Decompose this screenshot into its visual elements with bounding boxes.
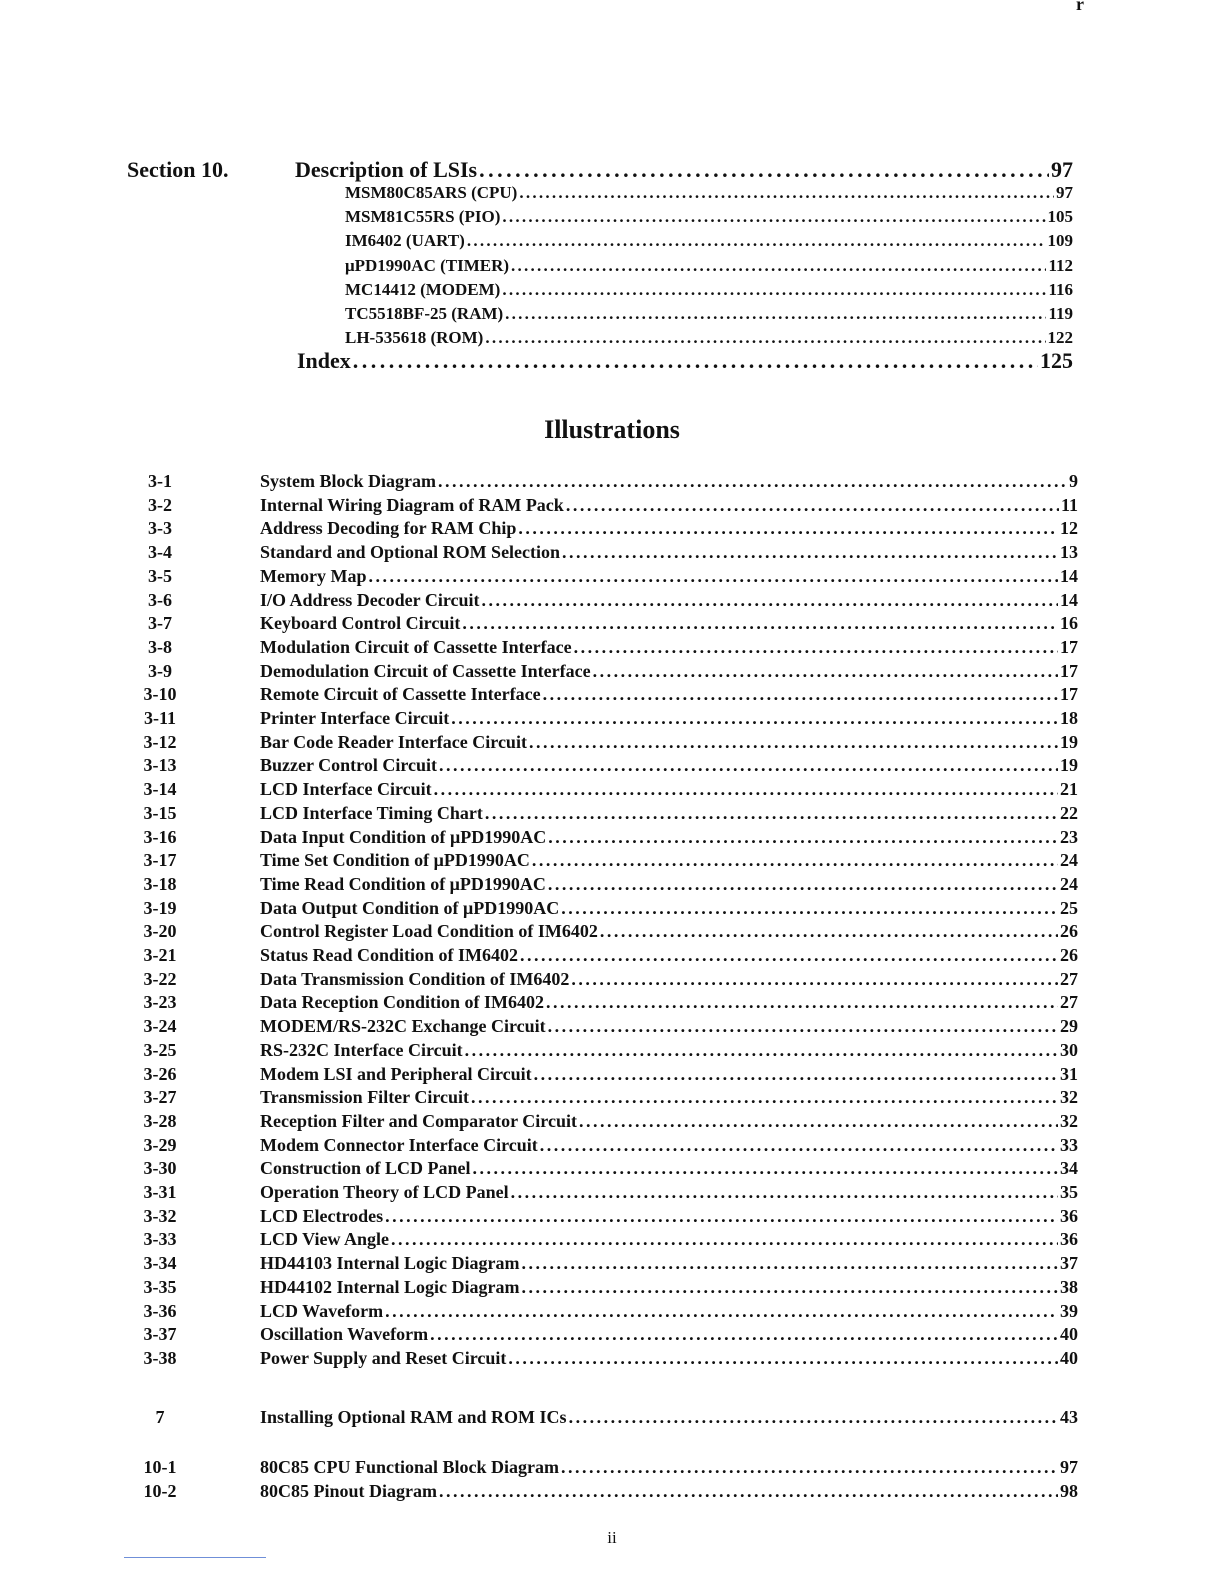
toc-title: Index	[297, 348, 351, 373]
figure-entry	[260, 850, 1078, 871]
toc-subentry	[345, 328, 1073, 348]
figure-entry	[260, 827, 1078, 848]
figure-page: 34	[1060, 1158, 1078, 1179]
toc-subentry-title: IM6402 (UART)	[345, 231, 465, 251]
figure-number: 3-23	[143, 992, 177, 1013]
figure-title: Data Transmission Condition of IM6402	[260, 968, 570, 989]
figure-entry	[260, 661, 1078, 682]
dot-leader	[502, 207, 1045, 227]
figure-title: Oscillation Waveform	[260, 1324, 429, 1345]
figure-entry	[260, 1481, 1078, 1502]
figure-entry	[260, 1040, 1078, 1061]
figure-title: Modulation Circuit of Cassette Interface	[260, 636, 572, 657]
figure-page: 40	[1060, 1324, 1078, 1345]
figure-number: 3-17	[143, 850, 177, 871]
figure-number: 3-16	[143, 826, 177, 847]
figure-entry	[260, 1111, 1078, 1132]
figure-title: Construction of LCD Panel	[260, 1158, 471, 1179]
figure-title: HD44102 Internal Logic Diagram	[260, 1276, 520, 1297]
figure-page: 16	[1060, 613, 1078, 634]
toc-page: 97	[1051, 157, 1073, 182]
dot-leader	[548, 1016, 1058, 1037]
figure-number: 7	[155, 1407, 165, 1427]
figure-page: 98	[1060, 1481, 1078, 1501]
dot-leader	[511, 1182, 1058, 1203]
dot-leader	[521, 1253, 1058, 1274]
toc-entry-section-title	[295, 157, 1073, 183]
dot-leader	[546, 992, 1058, 1013]
figure-page: 35	[1060, 1182, 1078, 1202]
figure-title: Bar Code Reader Interface Circuit	[260, 731, 527, 752]
dot-leader	[505, 304, 1046, 324]
corner-mark: r	[1076, 0, 1084, 14]
dot-leader	[430, 1324, 1058, 1345]
figure-page: 27	[1060, 992, 1078, 1013]
figure-entry	[260, 874, 1078, 895]
figure-page: 14	[1060, 565, 1078, 586]
section-label: Section 10.	[127, 157, 229, 182]
figure-page: 36	[1060, 1229, 1078, 1250]
toc-subentry	[345, 304, 1073, 324]
toc-subentry-title: MSM80C85ARS (CPU)	[345, 183, 518, 202]
figure-number: 3-30	[143, 1158, 177, 1179]
figure-page: 31	[1060, 1063, 1078, 1084]
dot-leader	[479, 157, 1049, 183]
footnote-rule	[124, 1557, 266, 1558]
figure-entry	[260, 1348, 1078, 1369]
figure-page: 36	[1060, 1205, 1078, 1226]
figure-number: 3-33	[143, 1229, 177, 1250]
figure-number: 3-9	[148, 660, 172, 681]
figure-title: System Block Diagram	[260, 471, 436, 491]
dot-leader	[519, 183, 1054, 203]
figure-title: Remote Circuit of Cassette Interface	[260, 684, 541, 705]
toc-subentry-page: 116	[1048, 279, 1073, 299]
dot-leader	[534, 1064, 1058, 1085]
figure-page: 19	[1060, 731, 1078, 752]
figure-entry	[260, 803, 1078, 824]
figure-page: 33	[1060, 1134, 1078, 1155]
figure-number: 3-38	[143, 1347, 177, 1368]
figure-entry	[260, 1135, 1078, 1156]
dot-leader	[529, 732, 1058, 753]
illustrations-heading: Illustrations	[544, 415, 680, 444]
figure-number: 3-36	[143, 1300, 177, 1321]
figure-page: 26	[1060, 945, 1078, 965]
dot-leader	[521, 1277, 1058, 1298]
figure-entry	[260, 1158, 1078, 1179]
dot-leader	[482, 590, 1059, 611]
dot-leader	[473, 1158, 1059, 1179]
figure-title: Demodulation Circuit of Cassette Interface	[260, 660, 591, 681]
toc-subentry	[345, 231, 1073, 251]
figure-entry	[260, 590, 1078, 611]
figure-title: LCD View Angle	[260, 1229, 390, 1250]
toc-subentry	[345, 280, 1073, 300]
figure-number: 3-1	[148, 471, 172, 491]
figure-page: 39	[1060, 1300, 1078, 1321]
dot-leader	[465, 1040, 1058, 1061]
dot-leader	[569, 1407, 1058, 1428]
figure-title: HD44103 Internal Logic Diagram	[260, 1253, 520, 1274]
dot-leader	[502, 280, 1046, 300]
figure-number: 3-26	[143, 1063, 177, 1084]
figure-entry	[260, 969, 1078, 990]
figure-number: 3-34	[143, 1253, 177, 1274]
figure-entry	[260, 992, 1078, 1013]
toc-subentry-page: 97	[1056, 183, 1073, 202]
figure-title: MODEM/RS-232C Exchange Circuit	[260, 1016, 546, 1037]
figure-page: 29	[1060, 1016, 1078, 1037]
figure-title: Time Read Condition of μPD1990AC	[260, 873, 546, 894]
figure-title: Memory Map	[260, 565, 367, 586]
dot-leader	[540, 1135, 1058, 1156]
figure-title: Data Output Condition of μPD1990AC	[260, 897, 560, 918]
figure-title: 80C85 CPU Functional Block Diagram	[260, 1457, 559, 1477]
figure-number: 3-8	[148, 636, 172, 657]
figure-number: 3-4	[148, 542, 172, 563]
toc-title: Description of LSIs	[295, 157, 478, 182]
dot-leader	[391, 1229, 1058, 1250]
figure-number: 3-12	[143, 731, 177, 752]
figure-title: Address Decoding for RAM Chip	[260, 518, 517, 539]
dot-leader	[548, 827, 1058, 848]
figure-entry	[260, 1087, 1078, 1108]
toc-subentry-page: 105	[1047, 207, 1073, 227]
figure-number: 3-11	[143, 708, 176, 728]
figure-page: 24	[1060, 873, 1078, 894]
figure-entry	[260, 921, 1078, 942]
figure-page: 32	[1060, 1087, 1078, 1108]
figure-title: I/O Address Decoder Circuit	[260, 589, 480, 610]
dot-leader	[434, 779, 1058, 800]
dot-leader	[439, 1481, 1058, 1502]
figure-entry	[260, 637, 1078, 658]
figure-page: 18	[1060, 708, 1078, 728]
figure-page: 32	[1060, 1110, 1078, 1131]
figure-title: Data Input Condition of μPD1990AC	[260, 826, 547, 847]
toc-subentry-page: 112	[1048, 255, 1073, 275]
dot-leader	[385, 1206, 1058, 1227]
figure-entry	[260, 779, 1078, 800]
figure-page: 17	[1060, 636, 1078, 657]
figure-entry	[260, 566, 1078, 587]
figure-title: Data Reception Condition of IM6402	[260, 992, 544, 1013]
dot-leader	[368, 566, 1058, 587]
figure-title: Modem LSI and Peripheral Circuit	[260, 1063, 532, 1084]
figure-number: 3-28	[143, 1110, 177, 1131]
figure-entry	[260, 1016, 1078, 1037]
dot-leader	[353, 348, 1038, 374]
figure-page: 30	[1060, 1039, 1078, 1060]
dot-leader	[548, 874, 1058, 895]
figure-page: 12	[1060, 518, 1078, 539]
figure-page: 24	[1060, 850, 1078, 871]
dot-leader	[520, 945, 1058, 966]
figure-entry	[260, 1206, 1078, 1227]
dot-leader	[385, 1301, 1058, 1322]
dot-leader	[511, 256, 1046, 276]
figure-number: 3-22	[143, 968, 177, 989]
dot-leader	[471, 1087, 1058, 1108]
figure-number: 3-19	[143, 897, 177, 918]
figure-number: 10-1	[143, 1457, 177, 1477]
figure-page: 43	[1060, 1407, 1078, 1427]
figure-number: 3-27	[143, 1087, 177, 1108]
toc-subentry-title: TC5518BF-25 (RAM)	[345, 304, 504, 323]
figure-title: Operation Theory of LCD Panel	[260, 1182, 509, 1202]
figure-title: Power Supply and Reset Circuit	[260, 1347, 507, 1368]
toc-subentry	[345, 256, 1073, 276]
toc-subentry-page: 122	[1047, 328, 1073, 348]
dot-leader	[451, 708, 1058, 729]
figure-title: Time Set Condition of μPD1990AC	[260, 850, 530, 871]
figure-number: 10-2	[143, 1481, 177, 1501]
figure-entry	[260, 542, 1078, 563]
figure-page: 17	[1060, 660, 1078, 681]
toc-subentry-title: MC14412 (MODEM)	[345, 279, 501, 299]
figure-number: 3-10	[143, 684, 177, 705]
dot-leader	[438, 471, 1067, 492]
figure-title: RS-232C Interface Circuit	[260, 1039, 463, 1060]
figure-entry	[260, 684, 1078, 705]
figure-entry	[260, 945, 1078, 966]
figure-number: 3-35	[143, 1276, 177, 1297]
toc-page: 125	[1040, 348, 1073, 373]
figure-number: 3-37	[143, 1324, 177, 1345]
figure-title: Buzzer Control Circuit	[260, 755, 437, 776]
figure-title: LCD Interface Circuit	[260, 779, 432, 800]
toc-subentry-page: 119	[1048, 304, 1073, 323]
dot-leader	[462, 613, 1058, 634]
figure-page: 21	[1060, 779, 1078, 800]
dot-leader	[485, 328, 1045, 348]
figure-entry	[260, 732, 1078, 753]
figure-page: 19	[1060, 755, 1078, 776]
figure-number: 3-31	[143, 1182, 177, 1202]
figure-title: Transmission Filter Circuit	[260, 1087, 469, 1108]
figure-title: Standard and Optional ROM Selection	[260, 542, 561, 563]
figure-page: 17	[1060, 684, 1078, 705]
figure-number: 3-25	[143, 1039, 177, 1060]
figure-number: 3-3	[148, 518, 172, 539]
figure-page: 27	[1060, 968, 1078, 989]
figure-page: 26	[1060, 921, 1078, 942]
figure-title: Keyboard Control Circuit	[260, 613, 461, 634]
figure-page: 25	[1060, 897, 1078, 918]
figure-page: 11	[1060, 494, 1078, 515]
toc-subentry	[345, 183, 1073, 203]
figure-page: 40	[1060, 1347, 1078, 1368]
figure-entry	[260, 1182, 1078, 1203]
figure-entry	[260, 1277, 1078, 1298]
figure-title: Installing Optional RAM and ROM ICs	[260, 1407, 567, 1427]
figure-entry	[260, 1301, 1078, 1322]
dot-leader	[574, 637, 1058, 658]
figure-number: 3-32	[143, 1205, 177, 1226]
toc-subentry-page: 109	[1047, 231, 1073, 251]
figure-number: 3-13	[143, 755, 177, 776]
figure-title: Reception Filter and Comparator Circuit	[260, 1110, 577, 1131]
figure-entry	[260, 471, 1078, 492]
toc-entry-index	[297, 348, 1073, 374]
figure-page: 14	[1060, 589, 1078, 610]
figure-entry	[260, 755, 1078, 776]
figure-page: 13	[1060, 542, 1078, 563]
figure-entry	[260, 1253, 1078, 1274]
figure-number: 3-29	[143, 1134, 177, 1155]
dot-leader	[579, 1111, 1058, 1132]
dot-leader	[543, 684, 1058, 705]
dot-leader	[561, 898, 1058, 919]
dot-leader	[485, 803, 1058, 824]
figure-entry	[260, 1229, 1078, 1250]
figure-title: Printer Interface Circuit	[260, 708, 450, 728]
figure-number: 3-7	[148, 613, 172, 634]
figure-entry	[260, 613, 1078, 634]
dot-leader	[518, 518, 1058, 539]
dot-leader	[532, 850, 1058, 871]
figure-number: 3-18	[143, 873, 177, 894]
figure-page: 23	[1060, 826, 1078, 847]
figure-entry	[260, 1457, 1078, 1478]
figure-entry	[260, 708, 1078, 729]
dot-leader	[571, 969, 1058, 990]
toc-subentry-title: LH-535618 (ROM)	[345, 328, 484, 348]
figure-number: 3-6	[148, 589, 172, 610]
figure-number: 3-15	[143, 802, 177, 823]
figure-title: Internal Wiring Diagram of RAM Pack	[260, 494, 564, 515]
figure-entry	[260, 1324, 1078, 1345]
figure-page: 38	[1060, 1276, 1078, 1297]
figure-title: LCD Waveform	[260, 1300, 384, 1321]
dot-leader	[561, 1457, 1058, 1478]
figure-number: 3-20	[143, 921, 177, 942]
dot-leader	[508, 1348, 1058, 1369]
dot-leader	[600, 921, 1058, 942]
dot-leader	[439, 755, 1058, 776]
figure-entry	[260, 1407, 1078, 1428]
figure-entry	[260, 898, 1078, 919]
toc-subentry-title: μPD1990AC (TIMER)	[345, 255, 510, 275]
page-number: ii	[607, 1528, 617, 1547]
figure-page: 37	[1060, 1253, 1078, 1274]
figure-number: 3-2	[148, 494, 172, 515]
figure-title: Status Read Condition of IM6402	[260, 945, 519, 965]
figure-page: 97	[1060, 1457, 1078, 1477]
dot-leader	[566, 495, 1059, 516]
figure-title: LCD Interface Timing Chart	[260, 802, 483, 823]
dot-leader	[562, 542, 1058, 563]
figure-title: LCD Electrodes	[260, 1205, 384, 1226]
toc-subentry-title: MSM81C55RS (PIO)	[345, 207, 501, 227]
dot-leader	[467, 231, 1046, 251]
figure-entry	[260, 1064, 1078, 1085]
figure-number: 3-5	[148, 565, 172, 586]
dot-leader	[593, 661, 1058, 682]
figure-entry	[260, 495, 1078, 516]
figure-number: 3-24	[143, 1016, 177, 1037]
figure-number: 3-14	[143, 779, 177, 800]
figure-title: Modem Connector Interface Circuit	[260, 1134, 538, 1155]
toc-subentry	[345, 207, 1073, 227]
figure-number: 3-21	[143, 945, 177, 965]
figure-title: 80C85 Pinout Diagram	[260, 1481, 437, 1501]
figure-page: 9	[1069, 471, 1078, 491]
figure-title: Control Register Load Condition of IM6402	[260, 921, 598, 942]
figure-entry	[260, 518, 1078, 539]
figure-page: 22	[1060, 802, 1078, 823]
